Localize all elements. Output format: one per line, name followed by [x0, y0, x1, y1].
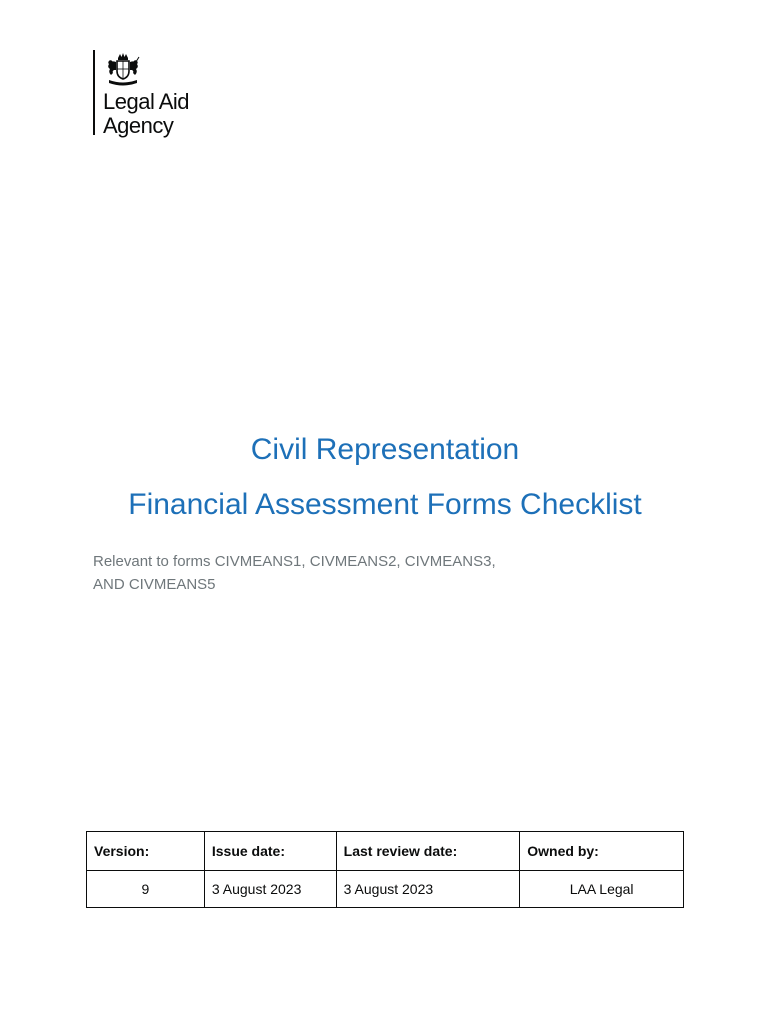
- header-owned-by: Owned by:: [520, 832, 684, 871]
- document-subtitle: [93, 550, 653, 596]
- table-row: [87, 871, 684, 908]
- cell-issue-date: 3 August 2023: [204, 871, 336, 908]
- logo-divider: [93, 50, 95, 135]
- logo-wordmark: [103, 90, 189, 138]
- document-version-table: [86, 831, 684, 908]
- header-issue-date: Issue date:: [204, 832, 336, 871]
- logo-line-1: Legal Aid: [103, 89, 190, 114]
- document-title-line-2: Financial Assessment Forms Checklist: [128, 488, 642, 521]
- subtitle-line-1: Relevant to forms CIVMEANS1, CIVMEANS2, CIVMEANS3,: [93, 553, 496, 570]
- subtitle-line-2: AND CIVMEANS5: [93, 576, 216, 593]
- header-version: Version:: [87, 832, 205, 871]
- logo-line-2: Agency: [103, 113, 174, 138]
- legal-aid-agency-logo: [93, 50, 233, 140]
- header-last-review-date: Last review date:: [336, 832, 520, 871]
- document-title-line-1: Civil Representation: [250, 433, 520, 466]
- cell-last-review-date: 3 August 2023: [336, 871, 520, 908]
- cell-owned-by: LAA Legal: [520, 871, 684, 908]
- cell-version: 9: [87, 871, 205, 908]
- royal-coat-of-arms-icon: [103, 52, 143, 88]
- table-header-row: [87, 832, 684, 871]
